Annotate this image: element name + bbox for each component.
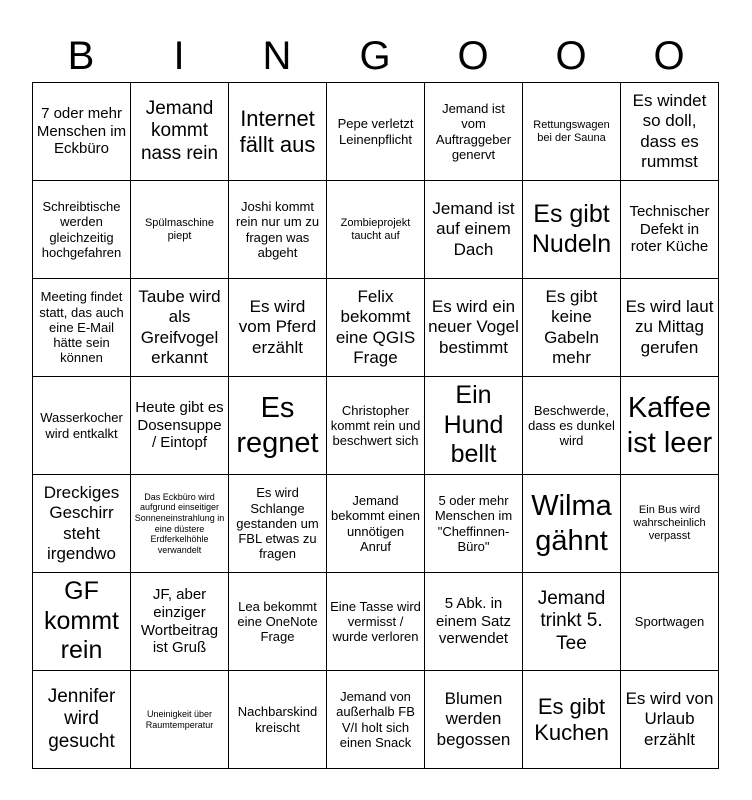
bingo-cell[interactable]: GF kommt rein xyxy=(33,573,131,671)
bingo-cell[interactable]: Es gibt keine Gabeln mehr xyxy=(523,279,621,377)
bingo-cell[interactable]: Lea bekommt eine OneNote Frage xyxy=(229,573,327,671)
bingo-cell[interactable]: Es wird ein neuer Vogel bestimmt xyxy=(425,279,523,377)
bingo-row xyxy=(33,671,719,769)
bingo-cell[interactable]: Es wird Schlange gestanden um FBL etwas zu fragen xyxy=(229,475,327,573)
bingo-cell[interactable]: Jennifer wird gesucht xyxy=(33,671,131,769)
bingo-cell[interactable]: Zombieprojekt taucht auf xyxy=(327,181,425,279)
bingo-cell[interactable]: Dreckiges Geschirr steht irgendwo xyxy=(33,475,131,573)
bingo-row xyxy=(33,475,719,573)
bingo-row xyxy=(33,181,719,279)
bingo-cell[interactable]: Nachbarskind kreischt xyxy=(229,671,327,769)
bingo-cell[interactable]: Das Eckbüro wird aufgrund einseitiger Sonneneinstrahlung in eine düstere Erdferkelhöhle verwandelt xyxy=(131,475,229,573)
bingo-cell[interactable]: Spülmaschine piept xyxy=(131,181,229,279)
bingo-cell[interactable]: Jemand von außerhalb FB V/I holt sich einen Snack xyxy=(327,671,425,769)
bingo-cell[interactable]: Jemand bekommt einen unnötigen Anruf xyxy=(327,475,425,573)
bingo-cell[interactable]: Es gibt Kuchen xyxy=(523,671,621,769)
bingo-cell[interactable]: 5 oder mehr Menschen im "Cheffinnen-Büro" xyxy=(425,475,523,573)
header-letter: I xyxy=(173,34,185,78)
bingo-cell[interactable]: Kaffee ist leer xyxy=(621,377,719,475)
header-letter: N xyxy=(262,34,292,78)
bingo-cell[interactable]: Jemand ist auf einem Dach xyxy=(425,181,523,279)
bingo-cell[interactable]: Wasserkocher wird entkalkt xyxy=(33,377,131,475)
bingo-cell[interactable]: Jemand trinkt 5. Tee xyxy=(523,573,621,671)
bingo-row xyxy=(33,83,719,181)
bingo-cell[interactable]: Schreibtische werden gleichzeitig hochgefahren xyxy=(33,181,131,279)
bingo-cell[interactable]: Christopher kommt rein und beschwert sich xyxy=(327,377,425,475)
bingo-cell[interactable]: JF, aber einziger Wortbeitrag ist Gruß xyxy=(131,573,229,671)
bingo-cell[interactable]: Meeting findet statt, das auch eine E-Mail hätte sein können xyxy=(33,279,131,377)
bingo-row xyxy=(33,573,719,671)
header-letter: G xyxy=(359,34,391,78)
header-letter: O xyxy=(555,34,587,78)
bingo-cell[interactable]: Uneinigkeit über Raumtemperatur xyxy=(131,671,229,769)
bingo-cell[interactable]: Es wird laut zu Mittag gerufen xyxy=(621,279,719,377)
bingo-cell[interactable]: Heute gibt es Dosensuppe / Eintopf xyxy=(131,377,229,475)
bingo-row xyxy=(33,279,719,377)
bingo-cell[interactable]: 7 oder mehr Menschen im Eckbüro xyxy=(33,83,131,181)
bingo-cell[interactable]: Technischer Defekt in roter Küche xyxy=(621,181,719,279)
bingo-cell[interactable]: Es regnet xyxy=(229,377,327,475)
bingo-grid xyxy=(32,82,719,769)
bingo-cell[interactable]: Pepe verletzt Leinenpflicht xyxy=(327,83,425,181)
bingo-cell[interactable]: Rettungswagen bei der Sauna xyxy=(523,83,621,181)
bingo-cell[interactable]: Wilma gähnt xyxy=(523,475,621,573)
bingo-cell[interactable]: Beschwerde, dass es dunkel wird xyxy=(523,377,621,475)
header-letter: O xyxy=(653,34,685,78)
bingo-cell[interactable]: Sportwagen xyxy=(621,573,719,671)
header-letter: B xyxy=(67,34,95,78)
bingo-cell[interactable]: Jemand ist vom Auftraggeber genervt xyxy=(425,83,523,181)
bingo-cell[interactable]: Jemand kommt nass rein xyxy=(131,83,229,181)
bingo-cell[interactable]: 5 Abk. in einem Satz verwendet xyxy=(425,573,523,671)
bingo-cell[interactable]: Ein Bus wird wahrscheinlich verpasst xyxy=(621,475,719,573)
bingo-cell[interactable]: Ein Hund bellt xyxy=(425,377,523,475)
bingo-header xyxy=(32,30,718,82)
bingo-cell[interactable]: Es gibt Nudeln xyxy=(523,181,621,279)
header-letter: O xyxy=(457,34,489,78)
bingo-cell[interactable]: Es wird von Urlaub erzählt xyxy=(621,671,719,769)
bingo-cell[interactable]: Es wird vom Pferd erzählt xyxy=(229,279,327,377)
bingo-cell[interactable]: Felix bekommt eine QGIS Frage xyxy=(327,279,425,377)
bingo-cell[interactable]: Internet fällt aus xyxy=(229,83,327,181)
bingo-cell[interactable]: Eine Tasse wird vermisst / wurde verloren xyxy=(327,573,425,671)
bingo-cell[interactable]: Es windet so doll, dass es rummst xyxy=(621,83,719,181)
bingo-row xyxy=(33,377,719,475)
bingo-cell[interactable]: Blumen werden begossen xyxy=(425,671,523,769)
bingo-cell[interactable]: Taube wird als Greifvogel erkannt xyxy=(131,279,229,377)
bingo-cell[interactable]: Joshi kommt rein nur um zu fragen was abgeht xyxy=(229,181,327,279)
